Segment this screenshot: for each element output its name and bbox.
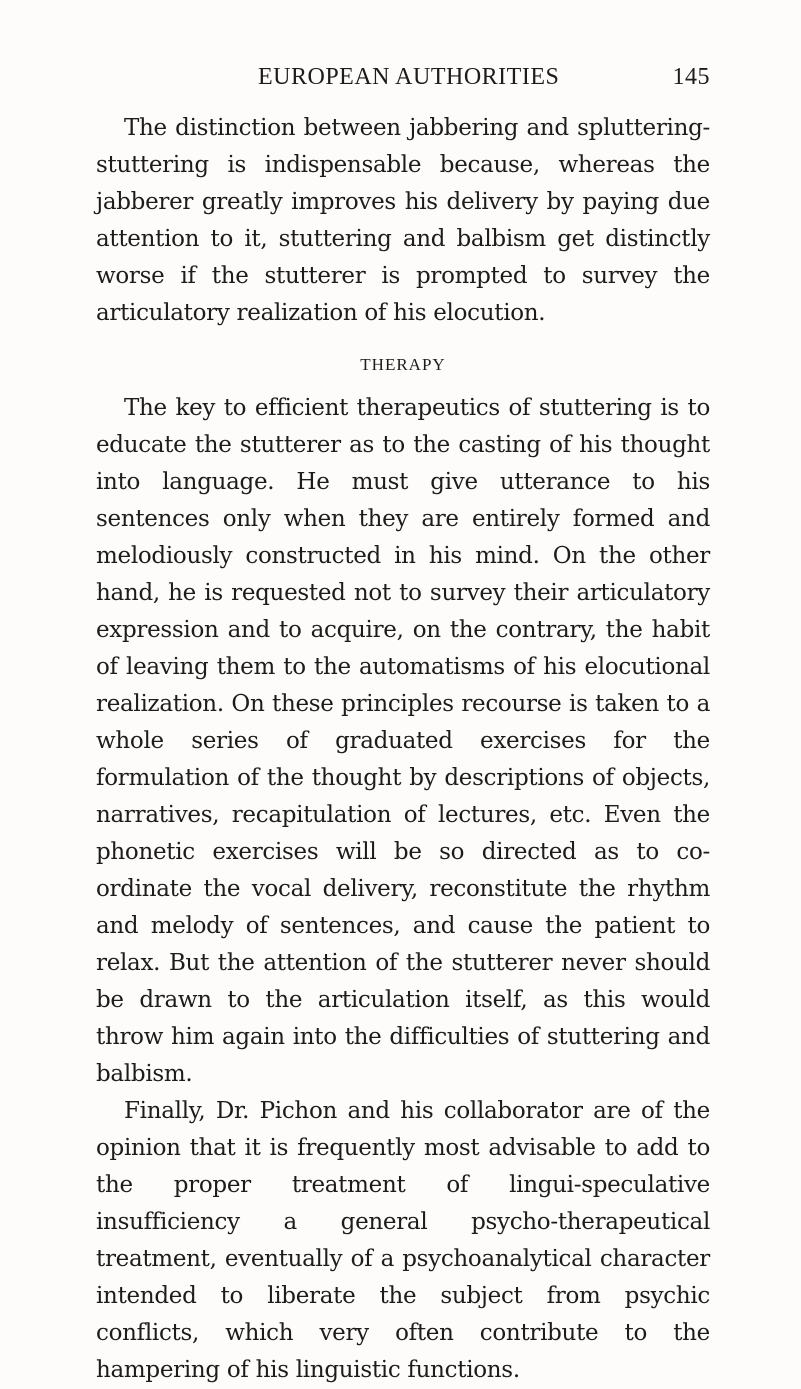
- running-head: [96, 64, 710, 100]
- book-page: [96, 64, 710, 1389]
- page-number: 145: [672, 64, 710, 90]
- paragraph-therapy-key: The key to efficient therapeutics of stuttering is to educate the stutterer as to the casting of his thought into language. He must give utterance to his sentences only when they are entirely formed and melodiously constructed in his mind. On the other hand, he is requested not to survey their articulatory expression and to acquire, on the contrary, the habit of leaving them to the automatisms of his elocutional realization. On these principles recourse is taken to a whole series of graduated exercises for the formulation of the thought by descriptions of objects, narratives, recapitulation of lectures, etc. Even the phonetic exercises will be so directed as to co-ordinate the vocal delivery, reconstitute the rhythm and melody of sentences, and cause the patient to relax. But the attention of the stutterer never should be drawn to the articulation itself, as this would throw him again into the difficulties of stuttering and balbism.: [96, 395, 710, 1087]
- body-text: [96, 110, 710, 1389]
- paragraph-therapy-finally: Finally, Dr. Pichon and his collaborator are of the opinion that it is frequently most advisable to add to the proper treatment of lingui-speculative insufficiency a general psycho-therapeutical treatment, eventually of a psychoanalytical character intended to liberate the subject from psychic conflicts, which very often contribute to the hampering of his linguistic functions.: [96, 1098, 710, 1383]
- section-heading-therapy: THERAPY: [360, 355, 446, 374]
- paragraph-distinction: The distinction between jabbering and spluttering-stuttering is indispensable because, whereas the jabberer greatly improves his delivery by paying due attention to it, stuttering and balbism get distinctly worse if the stutterer is prompted to survey the articulatory realization of his elocution.: [96, 115, 710, 326]
- running-title: EUROPEAN AUTHORITIES: [258, 64, 560, 90]
